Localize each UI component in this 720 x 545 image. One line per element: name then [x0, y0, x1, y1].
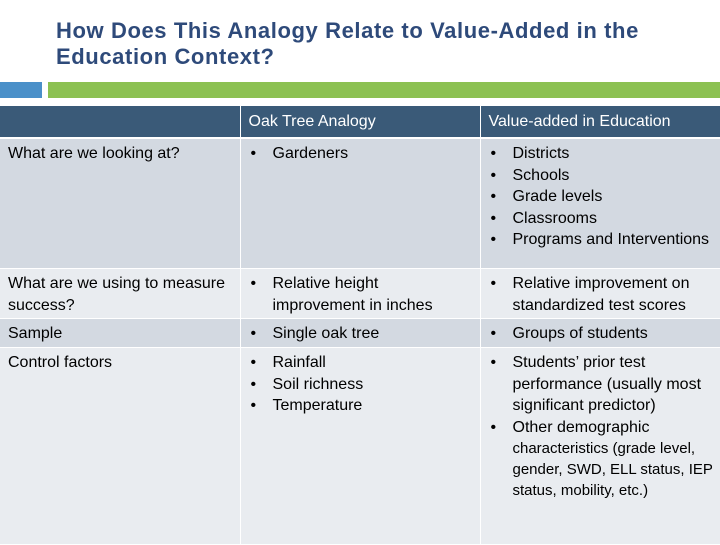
table-row: [0, 138, 720, 269]
accent-bar-green: [48, 82, 720, 98]
bullet-item: • Schools: [489, 165, 715, 187]
bullet-item: [489, 417, 715, 502]
comparison-table: [0, 106, 720, 545]
bullet-item: • Temperature: [249, 395, 474, 417]
bullet-item: • Rainfall: [249, 352, 474, 374]
header-value-added-education: Value-added in Education: [480, 106, 720, 138]
accent-bar-blue: [0, 82, 42, 98]
table-row: [0, 269, 720, 319]
bullet-item: • Single oak tree: [249, 323, 474, 345]
oak-cell: [240, 348, 480, 545]
oak-cell: [240, 319, 480, 348]
bullet-item: • Relative height improvement in inches: [249, 273, 474, 316]
bullet-item: • Students’ prior test performance (usually most significant predictor): [489, 352, 715, 417]
table-header-row: [0, 106, 720, 138]
row-label: Sample: [0, 319, 240, 348]
bullet-item: • Groups of students: [489, 323, 715, 345]
oak-cell: [240, 138, 480, 269]
table-row: [0, 319, 720, 348]
table-row: [0, 348, 720, 545]
row-label: What are we using to measure success?: [0, 269, 240, 319]
education-cell: [480, 269, 720, 319]
row-label: Control factors: [0, 348, 240, 545]
header-oak-tree-analogy: Oak Tree Analogy: [240, 106, 480, 138]
bullet-text: Other demographic: [512, 418, 650, 436]
education-cell: [480, 348, 720, 545]
slide-title: How Does This Analogy Relate to Value-Added in the Education Context?: [56, 18, 639, 69]
oak-cell: [240, 269, 480, 319]
bullet-item: • Relative improvement on standardized test scores: [489, 273, 715, 316]
bullet-item: • Grade levels: [489, 186, 715, 208]
bullet-text-continued: characteristics (grade level, gender, SWD, ELL status, IEP status, mobility, etc.): [512, 440, 713, 499]
education-cell: [480, 319, 720, 348]
bullet-item: • Soil richness: [249, 374, 474, 396]
bullet-item: • Districts: [489, 143, 715, 165]
bullet-item: • Gardeners: [249, 143, 474, 165]
row-label: What are we looking at?: [0, 138, 240, 269]
bullet-item: • Classrooms: [489, 208, 715, 230]
education-cell: [480, 138, 720, 269]
header-cell-empty: [0, 106, 240, 138]
bullet-item: • Programs and Interventions: [489, 229, 715, 251]
